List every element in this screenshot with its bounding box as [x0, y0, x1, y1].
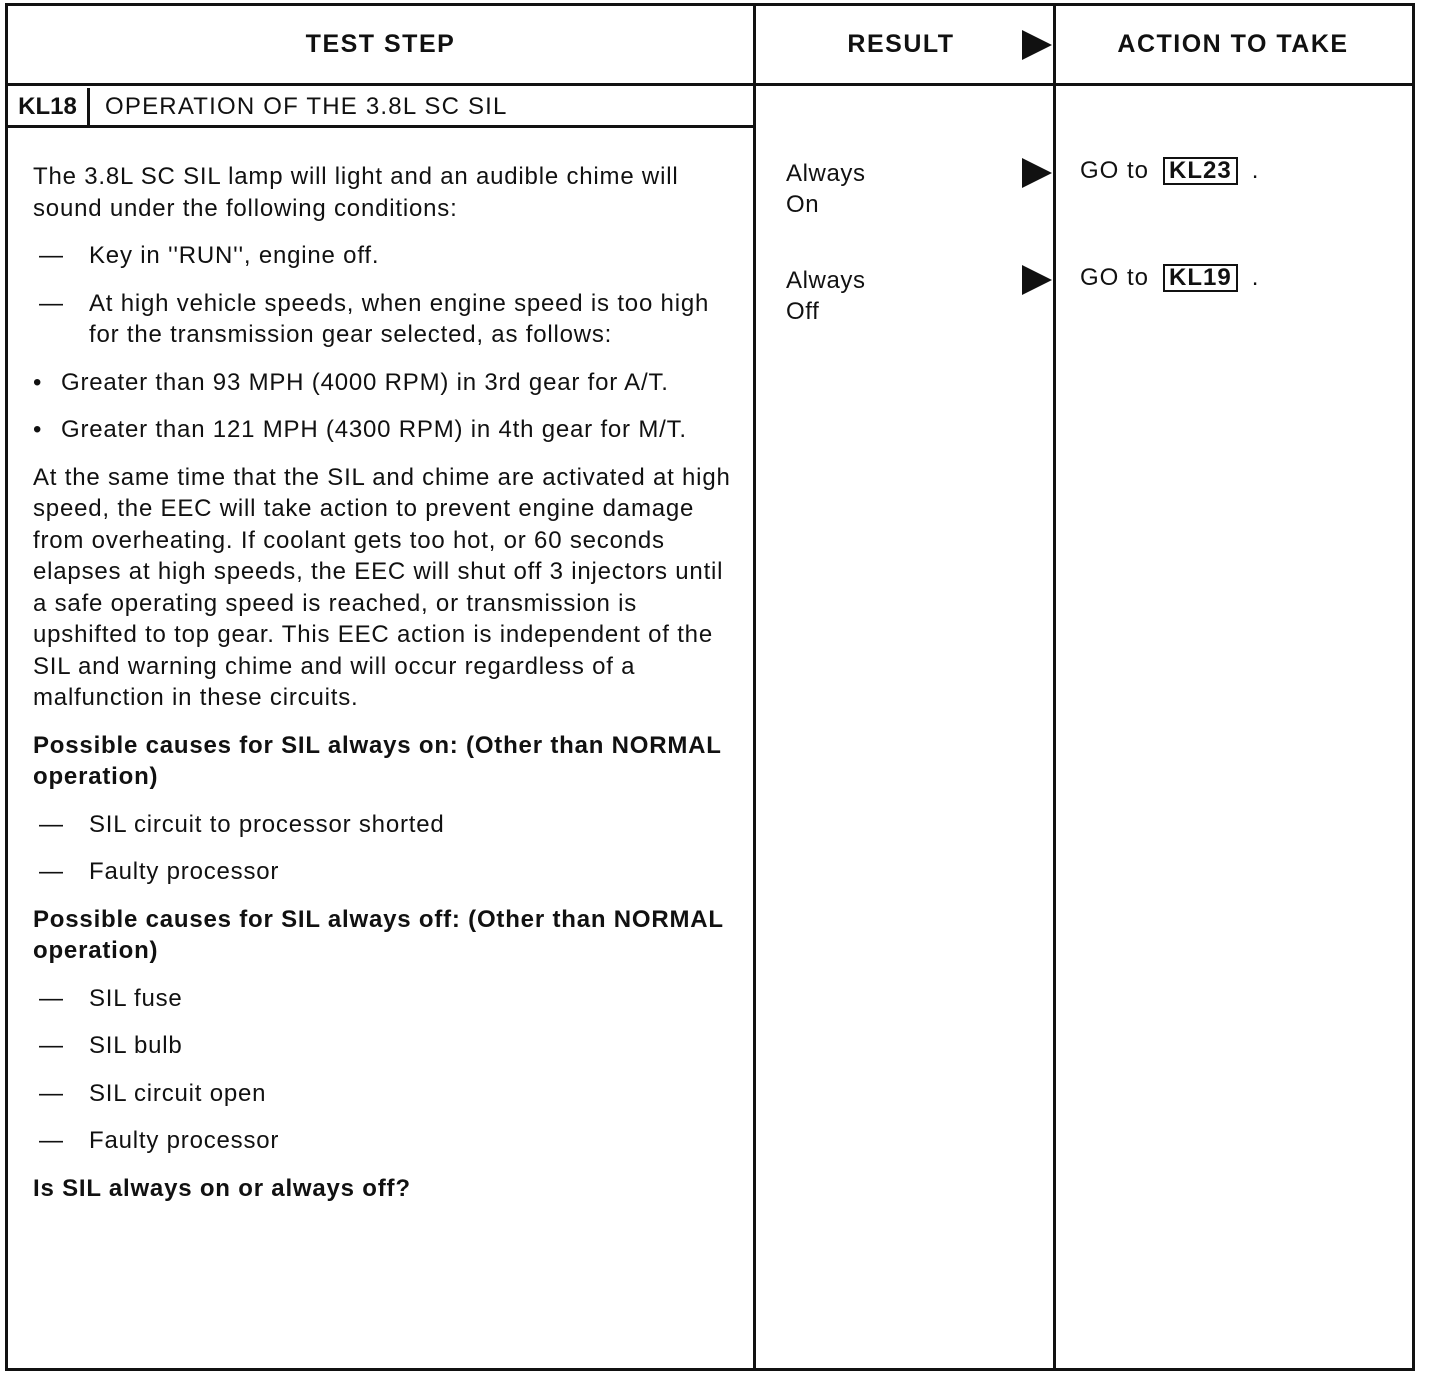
cause-item: — Faulty processor — [33, 1125, 733, 1157]
cause-item: — SIL circuit to processor shorted — [33, 809, 733, 841]
condition-item: — At high vehicle speeds, when engine speed is too high for the transmission gear selected, as follows: — [39, 289, 710, 348]
bullet-marker: • — [33, 368, 43, 396]
action-go-to-kl19: GO to KL19 . — [1080, 264, 1260, 291]
causes-on-heading: Possible causes for SIL always on: (Other than NORMAL operation) — [33, 731, 722, 790]
causes-off-heading: Possible causes for SIL always off: (Other than NORMAL operation) — [33, 905, 724, 964]
column-divider-result — [753, 3, 756, 1371]
dash-marker: — — [39, 289, 64, 317]
dash-marker: — — [39, 984, 64, 1012]
step-reference-kl19[interactable]: KL19 — [1163, 264, 1238, 292]
step-title: OPERATION OF THE 3.8L SC SIL — [105, 92, 508, 120]
result-arrow-icon — [1022, 158, 1052, 188]
cause-item: — SIL circuit open — [33, 1078, 733, 1110]
header-result: RESULT — [847, 29, 955, 58]
result-always-on: Always On — [786, 160, 866, 218]
action-go-to-kl23: GO to KL23 . — [1080, 157, 1260, 184]
question-text: Is SIL always on or always off? — [33, 1174, 411, 1202]
header-arrow-icon — [1022, 30, 1052, 60]
cause-item: — Faulty processor — [33, 856, 733, 888]
dash-marker: — — [39, 858, 64, 885]
result-always-off: Always Off — [786, 267, 866, 325]
column-divider-action — [1053, 3, 1056, 1371]
cause-item: — SIL fuse — [33, 983, 733, 1015]
bullet-item: • Greater than 121 MPH (4300 RPM) in 4th gear for M/T. — [33, 414, 733, 446]
test-step-body — [33, 161, 733, 1204]
bullet-item: • Greater than 93 MPH (4000 RPM) in 3rd gear for A/T. — [33, 367, 733, 399]
header-action-to-take: ACTION TO TAKE — [1117, 29, 1349, 58]
cause-item: — SIL bulb — [33, 1030, 733, 1062]
step-id: KL18 — [8, 88, 90, 125]
dash-marker: — — [39, 1032, 64, 1059]
condition-item: — Key in ''RUN'', engine off. — [33, 240, 733, 272]
dash-marker: — — [39, 1079, 64, 1107]
step-reference-kl23[interactable]: KL23 — [1163, 157, 1238, 185]
eec-action-paragraph: At the same time that the SIL and chime are activated at high speed, the EEC will take action to prevent engine damage from overheating. If coolant gets too hot, or 60 seconds elapses at high speeds, the EEC will shut off 3 injectors until a safe operating speed is reached, or transmission is upshifted to top gear. This EEC action is independent of the SIL and warning chime and will occur regardless of a malfunction in these circuits. — [33, 463, 731, 711]
header-test-step: TEST STEP — [305, 29, 456, 58]
dash-marker: — — [39, 242, 64, 269]
result-arrow-icon — [1022, 265, 1052, 295]
bullet-marker: • — [33, 416, 43, 443]
dash-marker: — — [39, 1127, 64, 1154]
intro-text: The 3.8L SC SIL lamp will light and an audible chime will sound under the following conditions: — [33, 163, 679, 222]
dash-marker: — — [39, 810, 64, 838]
step-title-underline — [5, 125, 756, 128]
